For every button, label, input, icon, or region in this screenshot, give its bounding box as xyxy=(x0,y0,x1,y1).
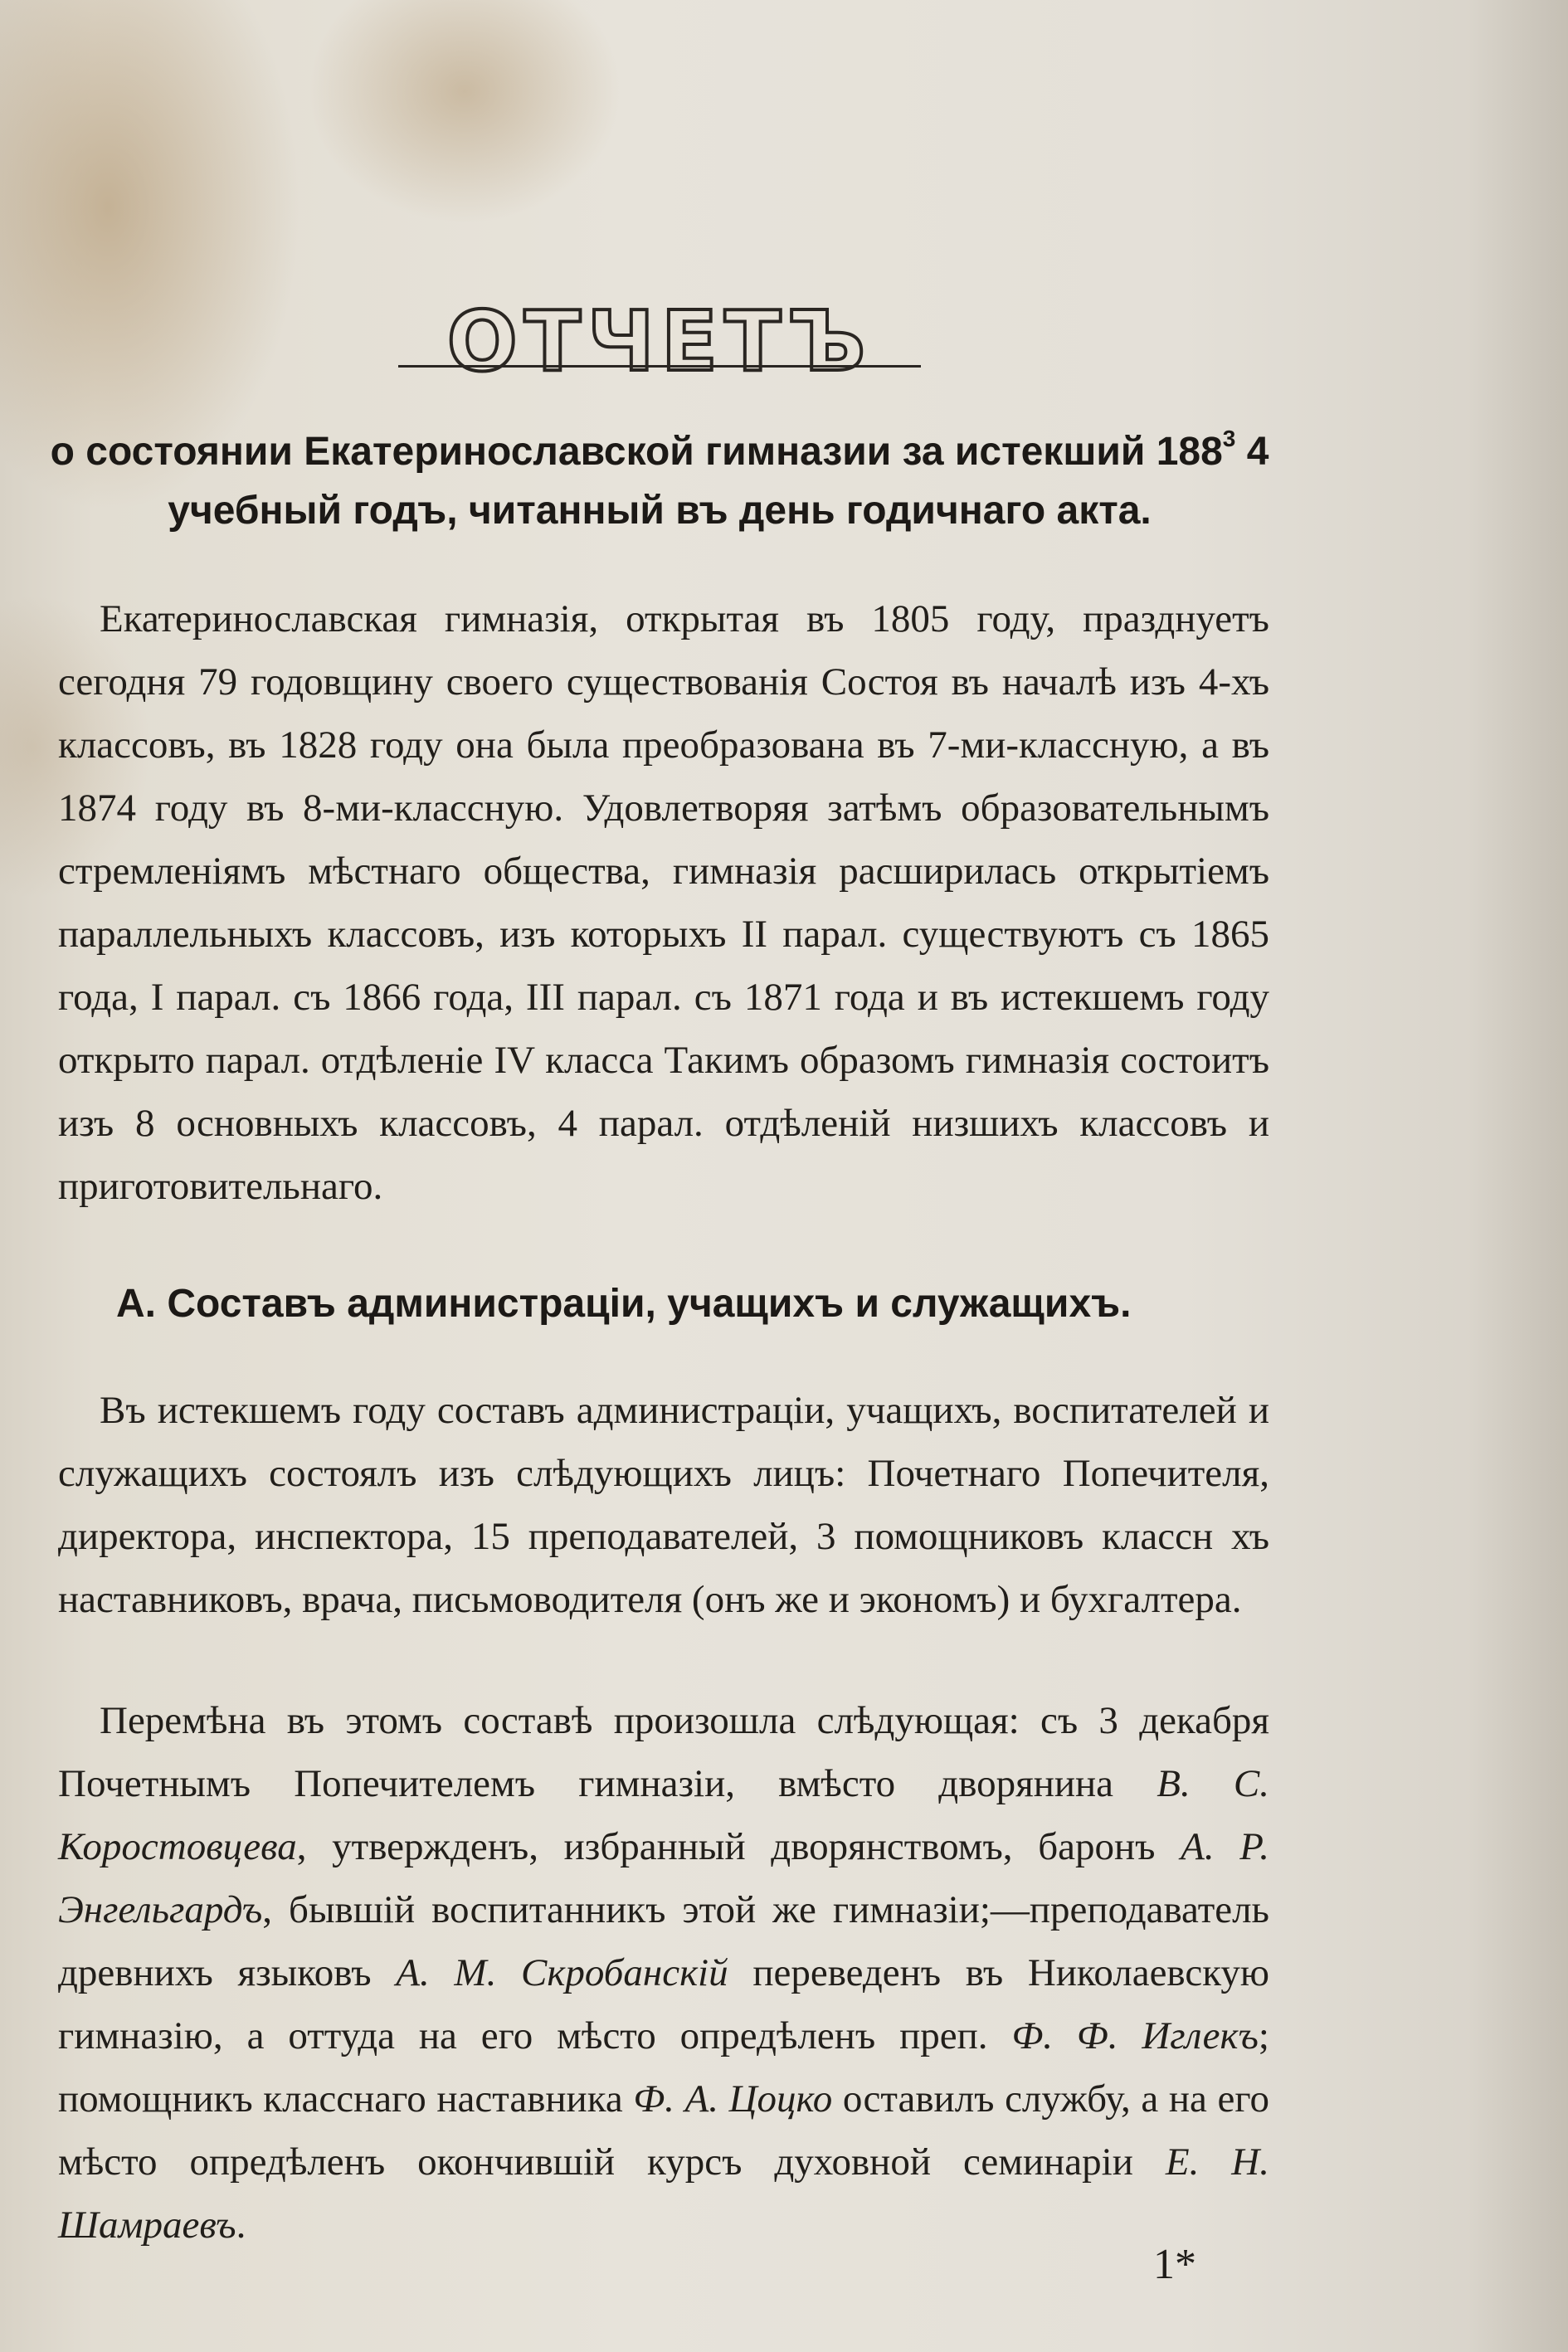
subtitle-line-1-main: о состоянии Екатеринославской гимназии за истекший 188 xyxy=(50,430,1223,474)
subtitle-year-superscript: 3 xyxy=(1222,426,1236,451)
changes-text-1: Перемѣна въ этомъ составѣ произошла слѣдующая: съ 3 декабря Почетнымъ Попечителемъ гимназіи, вмѣсто дворянина xyxy=(58,1699,1269,1805)
page-number: 1* xyxy=(1153,2241,1196,2288)
paragraph-history: Екатеринославская гимназія, открытая въ 1805 году, празднуетъ сегодня 79 годовщину своего существованія Состоя въ началѣ изъ 4-хъ классовъ, въ 1828 году она была преобразована въ 7-ми-классную, а въ 1874 году въ 8-ми-классную. Удовлетворяя затѣмъ образовательнымъ стремленіямъ мѣстнаго общества, гимназія расширилась открытіемъ параллельныхъ классовъ, изъ которыхъ II парал. существуютъ съ 1865 года, I парал. съ 1866 года, III парал. съ 1871 года и въ истекшемъ году открыто парал. отдѣленіе IV класса Такимъ образомъ гимназія состоитъ изъ 8 основныхъ классовъ, 4 парал. отдѣленій низшихъ классовъ и приготовительнаго. xyxy=(58,597,1269,1208)
changes-text-5: ; помощникъ класснаго наставника xyxy=(58,2014,1269,2121)
changes-text-4: переведенъ въ Николаевскую гимназію, а оттуда на его мѣсто опредѣленъ преп. xyxy=(58,1951,1269,2057)
page-edge-shadow xyxy=(1468,0,1568,2352)
person-name-shamraev: Е. Н. Шамраевъ xyxy=(58,2140,1269,2247)
person-name-engelgard: А. Р. Энгельгардъ xyxy=(58,1825,1269,1931)
paragraph-staff-changes xyxy=(58,1689,1269,2257)
person-name-korostovtsev: В. С. Коростовцева xyxy=(58,1762,1269,1868)
paragraph-staff-composition: Въ истекшемъ году составъ администраціи, учащихъ, воспитателей и служащихъ состоялъ изъ слѣдующихъ лицъ: Почетнаго Попечителя, директора, инспектора, 15 преподавателей, 3 помощниковъ классн хъ наставниковъ, врача, письмоводителя (онъ же и экономъ) и бухгалтера. xyxy=(58,1389,1269,1621)
changes-text-7: . xyxy=(236,2203,246,2247)
person-name-tsotsko: Ф. А. Цоцко xyxy=(633,2077,833,2121)
person-name-skrobanskiy: А. М. Скробанскій xyxy=(396,1951,728,1994)
title-rule xyxy=(398,365,921,368)
person-name-iglek: Ф. Ф. Иглекъ xyxy=(1011,2014,1259,2057)
section-heading-a: А. Составъ администраціи, учащихъ и служащихъ. xyxy=(116,1282,1132,1326)
changes-text-3: , бывшій воспитанникъ этой же гимназіи;—преподаватель древнихъ языковъ xyxy=(58,1888,1269,1994)
subtitle-year-end: 4 xyxy=(1235,430,1269,474)
subtitle-line-2: учебный годъ, читанный въ день годичнаго акта. xyxy=(168,489,1152,533)
changes-text-6: оставилъ службу, а на его мѣсто опредѣленъ окончившій курсъ духовной семинаріи xyxy=(58,2077,1269,2184)
subtitle-line-1 xyxy=(33,427,1286,472)
changes-text-2: , утвержденъ, избранный дворянствомъ, баронъ xyxy=(296,1825,1181,1868)
document-title: ОТЧЕТЪ xyxy=(446,293,873,390)
